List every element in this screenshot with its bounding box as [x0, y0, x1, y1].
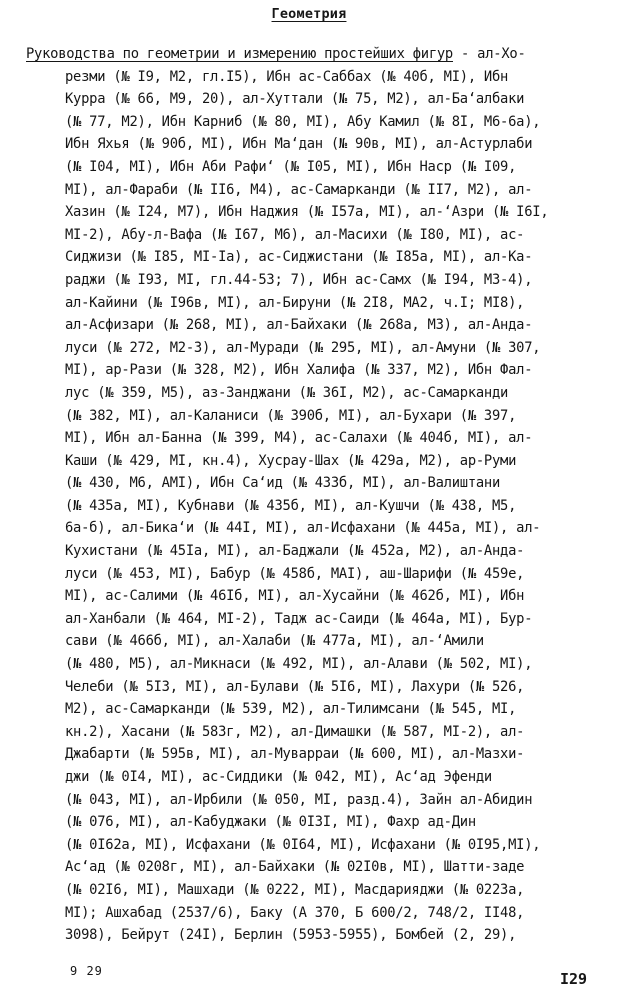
text-line: (№ I04, MI), Ибн Аби Рафи‘ (№ I05, MI), Ибн Наср (№ I09, [65, 158, 517, 175]
text-line: Курра (№ 66, М9, 20), ал-Хуттали (№ 75, M2), ал-Ба‘албаки [65, 91, 525, 108]
entry-title-continuation: - ал-Хо- [453, 46, 526, 62]
text-line: сави (№ 466б, MI), ал-Халаби (№ 477а, MI), ал-‘Амили [65, 633, 484, 650]
text-line: (№ 0I62а, MI), Исфахани (№ 0I64, MI), Исфахани (№ 0I95,MI), [65, 836, 541, 853]
text-line: Сиджизи (№ I85, MI-Iа), ас-Сиджистани (№ I85а, MI), ал-Ка- [65, 249, 533, 266]
text-line: кн.2), Хасани (№ 583г, M2), ал-Димашки (№ 587, MI-2), ал- [65, 723, 525, 740]
text-line: Хазин (№ I24, M7), Ибн Наджия (№ I57а, MI), ал-‘Азри (№ I6I, [65, 204, 549, 221]
text-line: MI), ал-Фараби (№ II6, M4), ас-Самарканди (№ II7, M2), ал- [65, 181, 533, 198]
text-line: Каши (№ 429, MI, кн.4), Хусрау-Шах (№ 429а, M2), ар-Руми [65, 452, 517, 469]
text-line: лус (№ 359, M5), аз-Занджани (№ 36I, M2), ас-Самарканди [65, 384, 509, 401]
text-line: (№ 77, M2), Ибн Карниб (№ 80, MI), Абу Камил (№ 8I, M6-6а), [65, 113, 541, 130]
text-line: MI), ас-Салими (№ 46Iб, MI), ал-Хусайни (№ 462б, MI), Ибн [65, 588, 525, 605]
page-number: I29 [560, 970, 588, 988]
text-line: (№ 435а, MI), Кубнави (№ 435б, MI), ал-Кушчи (№ 438, M5, [65, 497, 517, 514]
text-line: Кухистани (№ 45Iа, MI), ал-Баджали (№ 452а, M2), ал-Анда- [65, 543, 525, 560]
text-line: ал-Кайини (№ I96в, MI), ал-Бируни (№ 2I8, MA2, ч.I; MI8), [65, 294, 525, 311]
section-heading [0, 6, 618, 22]
text-line: резми (№ I9, M2, гл.I5), Ибн ас-Саббах (№ 40б, MI), Ибн [65, 68, 509, 85]
text-line: (№ 043, MI), ал-Ирбили (№ 050, MI, разд.4), Зайн ал-Абидин [65, 791, 533, 808]
text-line: MI); Ашхабад (2537/6), Баку (A 370, Б 600/2, 748/2, II48, [65, 904, 525, 921]
text-line: MI), Ибн ал-Банна (№ 399, M4), ас-Салахи (№ 404б, MI), ал- [65, 430, 533, 447]
text-line: ал-Асфизари (№ 268, MI), ал-Байхаки (№ 268а, M3), ал-Анда- [65, 317, 533, 334]
text-line: раджи (№ I93, MI, гл.44-53; 7), Ибн ас-Самх (№ I94, M3-4), [65, 271, 533, 288]
text-line: джи (№ 0I4, MI), ас-Сиддики (№ 042, MI), Ас‘ад Эфенди [65, 769, 492, 785]
text-line: (№ 076, MI), ал-Кабуджаки (№ 0I3I, MI), Фахр ад-Дин [65, 814, 476, 831]
text-line: луси (№ 272, M2-3), ал-Муради (№ 295, MI), ал-Амуни (№ 307, [65, 339, 541, 356]
text-line: MI-2), Абу-л-Вафа (№ I67, M6), ал-Масихи (№ I80, MI), ас- [65, 226, 525, 243]
text-line: (№ 382, MI), ал-Каланиси (№ 390б, MI), ал-Бухари (№ 397, [65, 407, 517, 424]
text-line: Джабарти (№ 595в, MI), ал-Муварраи (№ 600, MI), ал-Мазхи- [65, 746, 525, 763]
text-line-first [26, 43, 612, 66]
text-line: Ас‘ад (№ 0208г, MI), ал-Байхаки (№ 02I0в, MI), Шатти-заде [65, 859, 525, 876]
text-line: 6а-б), ал-Бика‘и (№ 44I, MI), ал-Исфахани (№ 445а, MI), ал- [65, 520, 541, 537]
text-line: (№ 02I6, MI), Машхади (№ 0222, MI), Масдарияджи (№ 0223а, [65, 881, 525, 898]
text-line: 3098), Бейрут (24I), Берлин (5953-5955), Бомбей (2, 29), [65, 927, 517, 944]
text-line: (№ 430, M6, AMI), Ибн Са‘ид (№ 433б, MI), ал-Валиштани [65, 475, 501, 492]
text-line: луси (№ 453, MI), Бабур (№ 458б, MAI), аш-Шарифи (№ 459е, [65, 565, 525, 582]
section-heading-text: Геометрия [271, 6, 347, 22]
printer-signature: 9 29 [70, 964, 103, 978]
text-line: (№ 480, M5), ал-Микнаси (№ 492, MI), ал-Алави (№ 502, MI), [65, 656, 533, 673]
text-line: ал-Ханбали (№ 464, MI-2), Тадж ас-Саиди (№ 464а, MI), Бур- [65, 610, 533, 627]
text-line: Ибн Яхья (№ 90б, MI), Ибн Ма‘дан (№ 90в, MI), ал-Астурлаби [65, 136, 533, 153]
text-line: MI), ар-Рази (№ 328, M2), Ибн Халифа (№ 337, M2), Ибн Фал- [65, 362, 533, 379]
body-text [26, 43, 612, 947]
text-line: M2), ас-Самарканди (№ 539, M2), ал-Тилимсани (№ 545, MI, [65, 701, 517, 718]
entry-title: Руководства по геометрии и измерению простейших фигур [26, 46, 453, 62]
text-line: Челеби (№ 5I3, MI), ал-Булави (№ 5I6, MI), Лахури (№ 526, [65, 678, 525, 695]
